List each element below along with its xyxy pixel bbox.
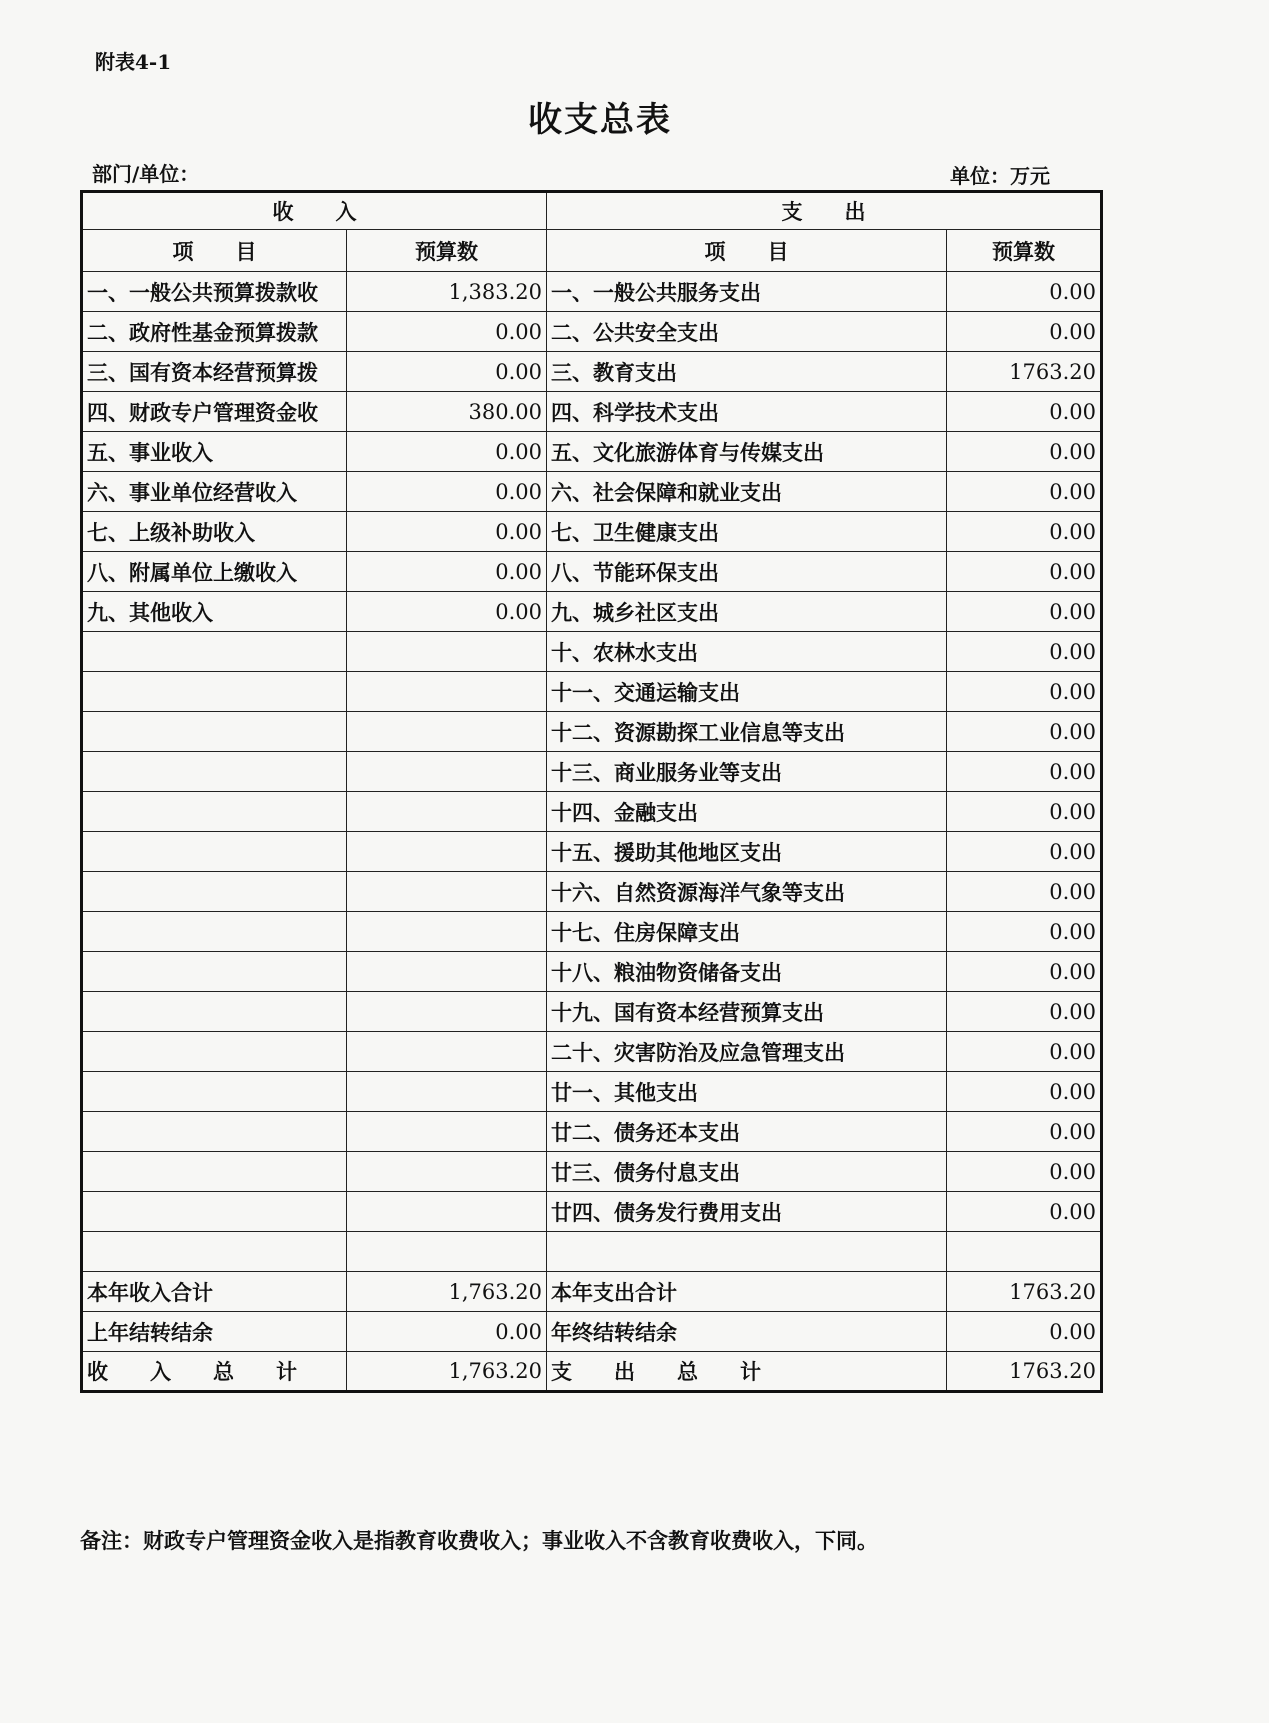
- expense-value-cell: 0.00: [947, 872, 1102, 912]
- table-row: [82, 472, 1102, 512]
- expense-item-cell: 十七、住房保障支出: [547, 912, 947, 952]
- income-item-cell: [82, 1112, 347, 1152]
- table-row: [82, 592, 1102, 632]
- expense-value-cell: 0.00: [947, 632, 1102, 672]
- table-row: [82, 1112, 1102, 1152]
- income-value-cell: [347, 1152, 547, 1192]
- income-value-cell: 0.00: [347, 592, 547, 632]
- expense-item-cell: 八、节能环保支出: [547, 552, 947, 592]
- table-row: [82, 872, 1102, 912]
- income-item-cell: [82, 1232, 347, 1272]
- expense-item-cell: 本年支出合计: [547, 1272, 947, 1312]
- expense-item-header: 项 目: [547, 230, 947, 272]
- expense-value-cell: 0.00: [947, 392, 1102, 432]
- income-item-cell: 五、事业收入: [82, 432, 347, 472]
- income-value-cell: [347, 872, 547, 912]
- expense-section-header: 支 出: [547, 192, 1102, 230]
- income-budget-header: 预算数: [347, 230, 547, 272]
- table-row: [82, 832, 1102, 872]
- income-value-cell: 0.00: [347, 512, 547, 552]
- income-value-cell: [347, 672, 547, 712]
- expense-item-cell: 年终结转结余: [547, 1312, 947, 1352]
- expense-value-cell: 0.00: [947, 592, 1102, 632]
- income-value-cell: [347, 1192, 547, 1232]
- income-item-cell: 八、附属单位上缴收入: [82, 552, 347, 592]
- table-row: [82, 1152, 1102, 1192]
- expense-value-cell: 0.00: [947, 832, 1102, 872]
- footnote: 备注：财政专户管理资金收入是指教育收费收入；事业收入不含教育收费收入，下同。: [80, 1528, 878, 1553]
- expense-value-cell: 0.00: [947, 432, 1102, 472]
- table-row: [82, 1192, 1102, 1232]
- expense-value-cell: 0.00: [947, 1192, 1102, 1232]
- expense-value-cell: 1763.20: [947, 352, 1102, 392]
- income-item-cell: [82, 912, 347, 952]
- expense-item-cell: 廿四、债务发行费用支出: [547, 1192, 947, 1232]
- table-body: [82, 272, 1102, 1392]
- table-row: [82, 952, 1102, 992]
- expense-item-cell: 十六、自然资源海洋气象等支出: [547, 872, 947, 912]
- income-item-cell: 六、事业单位经营收入: [82, 472, 347, 512]
- expense-value-cell: 0.00: [947, 752, 1102, 792]
- income-item-cell: [82, 1192, 347, 1232]
- income-item-cell: [82, 1152, 347, 1192]
- expense-item-cell: 六、社会保障和就业支出: [547, 472, 947, 512]
- income-value-cell: [347, 712, 547, 752]
- expense-item-cell: 十九、国有资本经营预算支出: [547, 992, 947, 1032]
- expense-value-cell: 0.00: [947, 472, 1102, 512]
- income-value-cell: [347, 912, 547, 952]
- expense-item-cell: 十五、援助其他地区支出: [547, 832, 947, 872]
- expense-value-cell: 0.00: [947, 712, 1102, 752]
- income-value-cell: [347, 752, 547, 792]
- income-value-cell: 0.00: [347, 552, 547, 592]
- header-row-sections: [82, 192, 1102, 230]
- expense-item-cell: 一、一般公共服务支出: [547, 272, 947, 312]
- table-row: [82, 1032, 1102, 1072]
- table-row: [82, 432, 1102, 472]
- expense-value-cell: 0.00: [947, 792, 1102, 832]
- income-item-cell: [82, 872, 347, 912]
- budget-summary-table: [80, 190, 1103, 1393]
- expense-value-cell: 1763.20: [947, 1352, 1102, 1392]
- table-row: [82, 312, 1102, 352]
- expense-item-cell: 三、教育支出: [547, 352, 947, 392]
- expense-item-cell: 九、城乡社区支出: [547, 592, 947, 632]
- expense-item-cell: 廿一、其他支出: [547, 1072, 947, 1112]
- unit-label: 单位：万元: [950, 164, 1050, 188]
- expense-item-cell: 四、科学技术支出: [547, 392, 947, 432]
- income-value-cell: 0.00: [347, 352, 547, 392]
- expense-item-cell: 十四、金融支出: [547, 792, 947, 832]
- income-item-cell: [82, 752, 347, 792]
- expense-item-cell: 五、文化旅游体育与传媒支出: [547, 432, 947, 472]
- income-value-cell: [347, 1072, 547, 1112]
- expense-budget-header: 预算数: [947, 230, 1102, 272]
- table-row: [82, 912, 1102, 952]
- income-value-cell: 1,763.20: [347, 1272, 547, 1312]
- income-item-cell: [82, 992, 347, 1032]
- expense-item-cell: [547, 1232, 947, 1272]
- expense-item-cell: 十、农林水支出: [547, 632, 947, 672]
- expense-value-cell: 0.00: [947, 1032, 1102, 1072]
- income-value-cell: 0.00: [347, 432, 547, 472]
- page-title: 收支总表: [528, 100, 672, 140]
- expense-value-cell: 0.00: [947, 1312, 1102, 1352]
- income-value-cell: [347, 632, 547, 672]
- income-value-cell: 0.00: [347, 1312, 547, 1352]
- table-row: [82, 1072, 1102, 1112]
- table-row: [82, 672, 1102, 712]
- income-item-cell: 二、政府性基金预算拨款: [82, 312, 347, 352]
- table-row: [82, 1352, 1102, 1392]
- income-item-cell: 四、财政专户管理资金收: [82, 392, 347, 432]
- income-value-cell: [347, 832, 547, 872]
- expense-value-cell: 0.00: [947, 552, 1102, 592]
- table-row: [82, 992, 1102, 1032]
- expense-item-cell: 十八、粮油物资储备支出: [547, 952, 947, 992]
- income-item-cell: [82, 832, 347, 872]
- expense-value-cell: 0.00: [947, 952, 1102, 992]
- expense-value-cell: 0.00: [947, 512, 1102, 552]
- table-row: [82, 272, 1102, 312]
- expense-item-cell: 廿二、债务还本支出: [547, 1112, 947, 1152]
- expense-value-cell: 0.00: [947, 992, 1102, 1032]
- table-row: [82, 352, 1102, 392]
- income-item-cell: [82, 1072, 347, 1112]
- expense-value-cell: [947, 1232, 1102, 1272]
- expense-value-cell: 0.00: [947, 1112, 1102, 1152]
- expense-value-cell: 0.00: [947, 312, 1102, 352]
- income-item-header: 项 目: [82, 230, 347, 272]
- expense-value-cell: 0.00: [947, 1072, 1102, 1112]
- table-row: [82, 392, 1102, 432]
- table-row: [82, 512, 1102, 552]
- table-row: [82, 792, 1102, 832]
- table-row: [82, 752, 1102, 792]
- income-item-cell: [82, 952, 347, 992]
- expense-item-cell: 支 出 总 计: [547, 1352, 947, 1392]
- income-item-cell: 上年结转结余: [82, 1312, 347, 1352]
- income-item-cell: [82, 792, 347, 832]
- expense-item-cell: 十三、商业服务业等支出: [547, 752, 947, 792]
- expense-item-cell: 十二、资源勘探工业信息等支出: [547, 712, 947, 752]
- income-value-cell: [347, 1112, 547, 1152]
- expense-item-cell: 廿三、债务付息支出: [547, 1152, 947, 1192]
- income-item-cell: [82, 672, 347, 712]
- expense-value-cell: 0.00: [947, 272, 1102, 312]
- income-item-cell: [82, 1032, 347, 1072]
- income-value-cell: [347, 1232, 547, 1272]
- table-row: [82, 712, 1102, 752]
- table-row: [82, 632, 1102, 672]
- header-row-columns: [82, 230, 1102, 272]
- dept-label: 部门/单位：: [92, 162, 200, 186]
- table-row: [82, 552, 1102, 592]
- income-section-header: 收 入: [82, 192, 547, 230]
- expense-value-cell: 0.00: [947, 912, 1102, 952]
- income-value-cell: [347, 952, 547, 992]
- income-item-cell: 收 入 总 计: [82, 1352, 347, 1392]
- income-value-cell: [347, 1032, 547, 1072]
- income-value-cell: [347, 992, 547, 1032]
- income-item-cell: 三、国有资本经营预算拨: [82, 352, 347, 392]
- attachment-label: 附表4-1: [95, 50, 172, 74]
- table-row: [82, 1272, 1102, 1312]
- expense-value-cell: 1763.20: [947, 1272, 1102, 1312]
- income-item-cell: 本年收入合计: [82, 1272, 347, 1312]
- expense-item-cell: 十一、交通运输支出: [547, 672, 947, 712]
- income-value-cell: 380.00: [347, 392, 547, 432]
- income-item-cell: 七、上级补助收入: [82, 512, 347, 552]
- expense-item-cell: 二十、灾害防治及应急管理支出: [547, 1032, 947, 1072]
- expense-item-cell: 二、公共安全支出: [547, 312, 947, 352]
- income-value-cell: 1,383.20: [347, 272, 547, 312]
- expense-item-cell: 七、卫生健康支出: [547, 512, 947, 552]
- income-item-cell: [82, 712, 347, 752]
- table-row: [82, 1232, 1102, 1272]
- income-item-cell: 九、其他收入: [82, 592, 347, 632]
- income-value-cell: [347, 792, 547, 832]
- expense-value-cell: 0.00: [947, 1152, 1102, 1192]
- income-value-cell: 0.00: [347, 312, 547, 352]
- income-item-cell: [82, 632, 347, 672]
- income-value-cell: 0.00: [347, 472, 547, 512]
- income-item-cell: 一、一般公共预算拨款收: [82, 272, 347, 312]
- income-value-cell: 1,763.20: [347, 1352, 547, 1392]
- expense-value-cell: 0.00: [947, 672, 1102, 712]
- table-row: [82, 1312, 1102, 1352]
